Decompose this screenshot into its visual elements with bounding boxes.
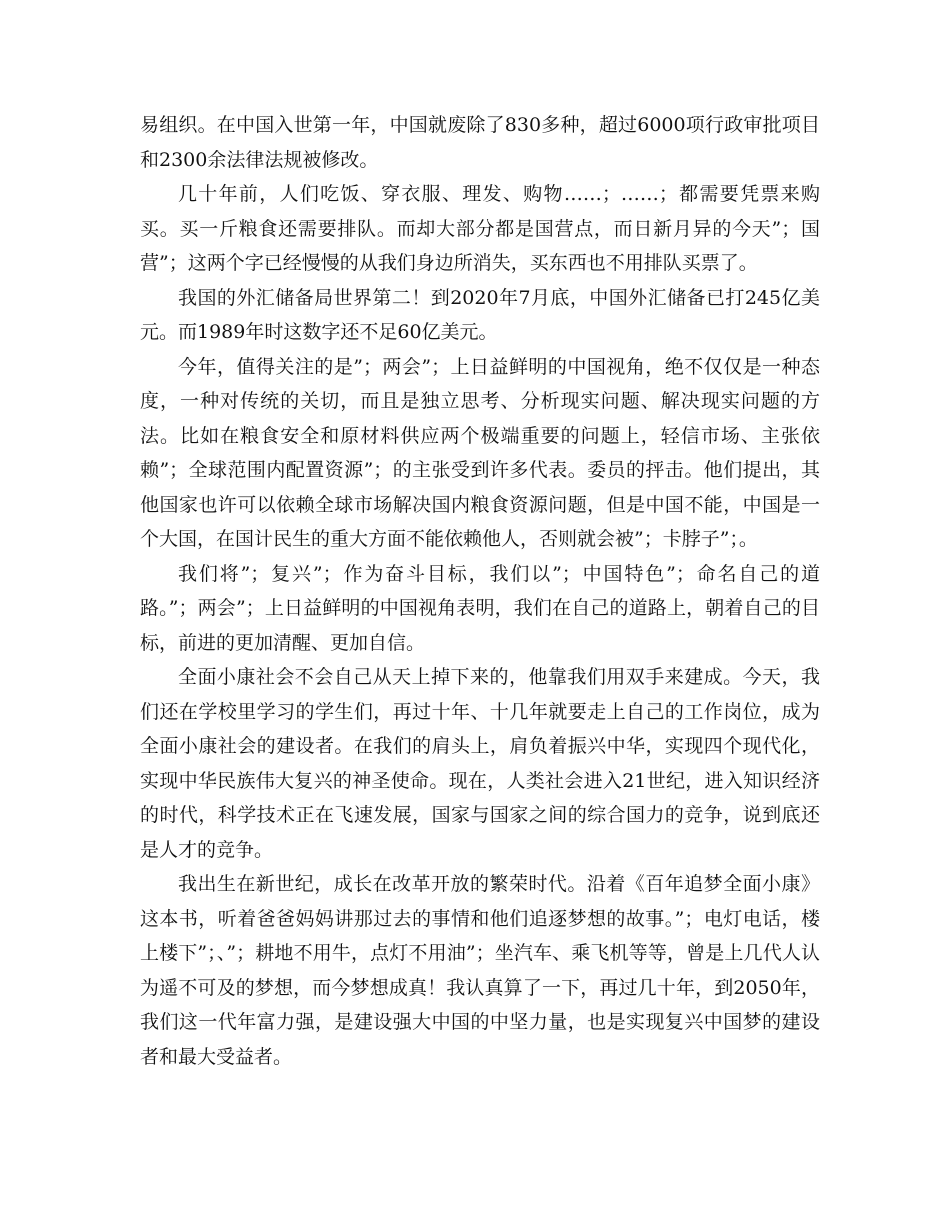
paragraph-revival: 我们将”；复兴”；作为奋斗目标，我们以”；中国特色”；命名自己的道路。”；两会”；上日益鲜明的中国视角表明，我们在自己的道路上，朝着自己的目标，前进的更加清醒、更加自信。 bbox=[140, 562, 820, 654]
paragraph-foreign-reserves: 我国的外汇储备局世界第二！到2020年7月底，中国外汇储备已打245亿美元。而1989年时这数字还不足60亿美元。 bbox=[140, 286, 820, 343]
paragraph-two-sessions: 今年，值得关注的是”；两会”；上日益鲜明的中国视角，绝不仅仅是一种态度，一种对传统的关切，而且是独立思考、分析现实问题、解决现实问题的方法。比如在粮食安全和原材料供应两个极端重要的问题上，轻信市场、主张依赖”；全球范围内配置资源”；的主张受到许多代表。委员的抨击。他们提出，其他国家也许可以依赖全球市场解决国内粮食资源问题，但是中国不能，中国是一个大国，在国计民生的重大方面不能依赖他人，否则就会被”；卡脖子”；。 bbox=[140, 355, 820, 550]
paragraph-ration-tickets: 几十年前，人们吃饭、穿衣服、理发、购物……；……；都需要凭票来购买。买一斤粮食还需要排队。而却大部分都是国营点，而日新月异的今天”；国营”；这两个字已经慢慢的从我们身边所消失，买东西也不用排队买票了。 bbox=[140, 183, 820, 274]
paragraph-new-century: 我出生在新世纪，成长在改革开放的繁荣时代。沿着《百年追梦全面小康》这本书，听着爸爸妈妈讲那过去的事情和他们追逐梦想的故事。”；电灯电话，楼上楼下”；、”；耕地不用牛，点灯不用油”；坐汽车、乘飞机等等，曾是上几代人认为遥不可及的梦想，而今梦想成真！我认真算了一下，再过几十年，到2050年，我们这一代年富力强，是建设强大中国的中坚力量，也是实现复兴中国梦的建设者和最大受益者。 bbox=[140, 873, 820, 1068]
document-body bbox=[140, 108, 820, 1074]
paragraph-continuation: 易组织。在中国入世第一年，中国就废除了830多种，超过6000项行政审批项目和2300余法律法规被修改。 bbox=[140, 114, 820, 171]
paragraph-moderately-prosperous-society: 全面小康社会不会自己从天上掉下来的，他靠我们用双手来建成。今天，我们还在学校里学习的学生们，再过十年、十几年就要走上自己的工作岗位，成为全面小康社会的建设者。在我们的肩头上，肩负着振兴中华，实现四个现代化，实现中华民族伟大复兴的神圣使命。现在，人类社会进入21世纪，进入知识经济的时代，科学技术正在飞速发展，国家与国家之间的综合国力的竞争，说到底还是人才的竞争。 bbox=[140, 666, 820, 861]
